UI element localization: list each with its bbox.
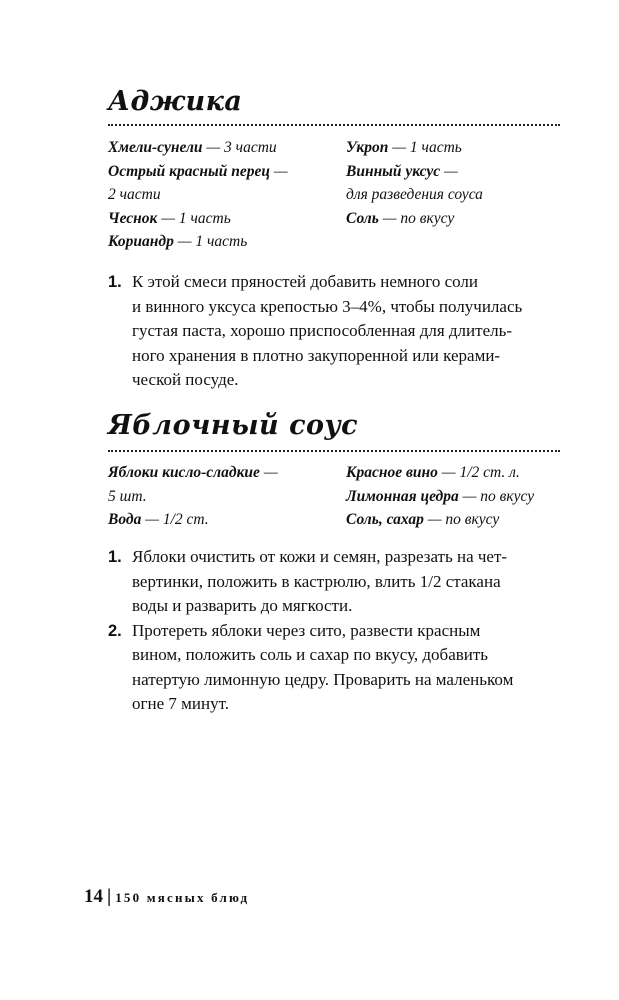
step-text-line: ного хранения в плотно закупоренной или керами-: [132, 345, 501, 365]
step-text-line: Яблоки очистить от кожи и семян, разрезать на чет-: [132, 547, 508, 566]
ingredient-line: Вода — 1/2 ст.: [108, 511, 209, 528]
step-text-line: вертинки, положить в кастрюлю, влить 1/2 стакана: [132, 571, 501, 591]
recipe-title-apple-sauce: Яблочный соус: [108, 410, 359, 441]
ingredients-column-left: [108, 461, 336, 532]
step-text-line: густая паста, хорошо приспособленная для длитель-: [132, 321, 513, 340]
ingredient-line: Соль, сахар — по вкусу: [346, 511, 500, 528]
ingredient-line: Кориандр — 1 часть: [108, 233, 248, 250]
step-text-line: ческой посуде.: [132, 370, 239, 389]
recipe-title-adjika: Аджика: [108, 86, 243, 117]
ingredients-column-right: [346, 136, 576, 230]
ingredient-line: Яблоки кисло-сладкие —: [108, 464, 278, 481]
ingredient-line: Чеснок — 1 часть: [108, 209, 231, 227]
step-text-line: воды и разварить до мягкости.: [132, 596, 353, 615]
step-item: [108, 545, 564, 619]
title-divider: [108, 124, 560, 126]
steps-adjika: [108, 270, 564, 393]
steps-apple-sauce: [108, 545, 564, 717]
ingredient-line: Острый красный перец —: [108, 162, 288, 180]
ingredient-line: Винный уксус —: [346, 162, 458, 180]
ingredient-line: Лимонная цедра — по вкусу: [346, 487, 535, 505]
step-number: 2.: [108, 621, 122, 640]
ingredients-column-left: [108, 136, 336, 254]
ingredients-column-right: [346, 461, 576, 532]
step-text-line: Протереть яблоки через сито, развести красным: [132, 620, 481, 640]
step-item: [108, 619, 564, 717]
ingredient-line: Хмели-сунели — 3 части: [108, 139, 277, 156]
step-text-line: огне 7 минут.: [132, 694, 229, 713]
ingredient-line: Укроп — 1 часть: [346, 139, 462, 156]
book-title: 150 мясных блюд: [115, 890, 250, 905]
page-number: 14: [84, 886, 103, 907]
ingredient-line: для разведения соуса: [346, 186, 483, 203]
step-text-line: и винного уксуса крепостью 3–4%, чтобы получилась: [132, 296, 523, 316]
ingredient-line: Соль — по вкусу: [346, 209, 455, 227]
step-number: 1.: [108, 273, 122, 291]
ingredient-line: Красное вино — 1/2 ст. л.: [346, 464, 520, 481]
page-footer: [84, 886, 249, 908]
title-divider: [108, 450, 560, 452]
footer-separator: |: [107, 886, 112, 907]
step-number: 1.: [108, 548, 122, 566]
step-text-line: К этой смеси пряностей добавить немного соли: [132, 272, 479, 291]
ingredient-line: 5 шт.: [108, 487, 147, 505]
ingredient-line: 2 части: [108, 186, 161, 203]
step-text-line: вином, положить соль и сахар по вкусу, добавить: [132, 645, 489, 664]
step-text-line: натертую лимонную цедру. Проварить на маленьком: [132, 669, 514, 689]
step-item: [108, 270, 564, 393]
